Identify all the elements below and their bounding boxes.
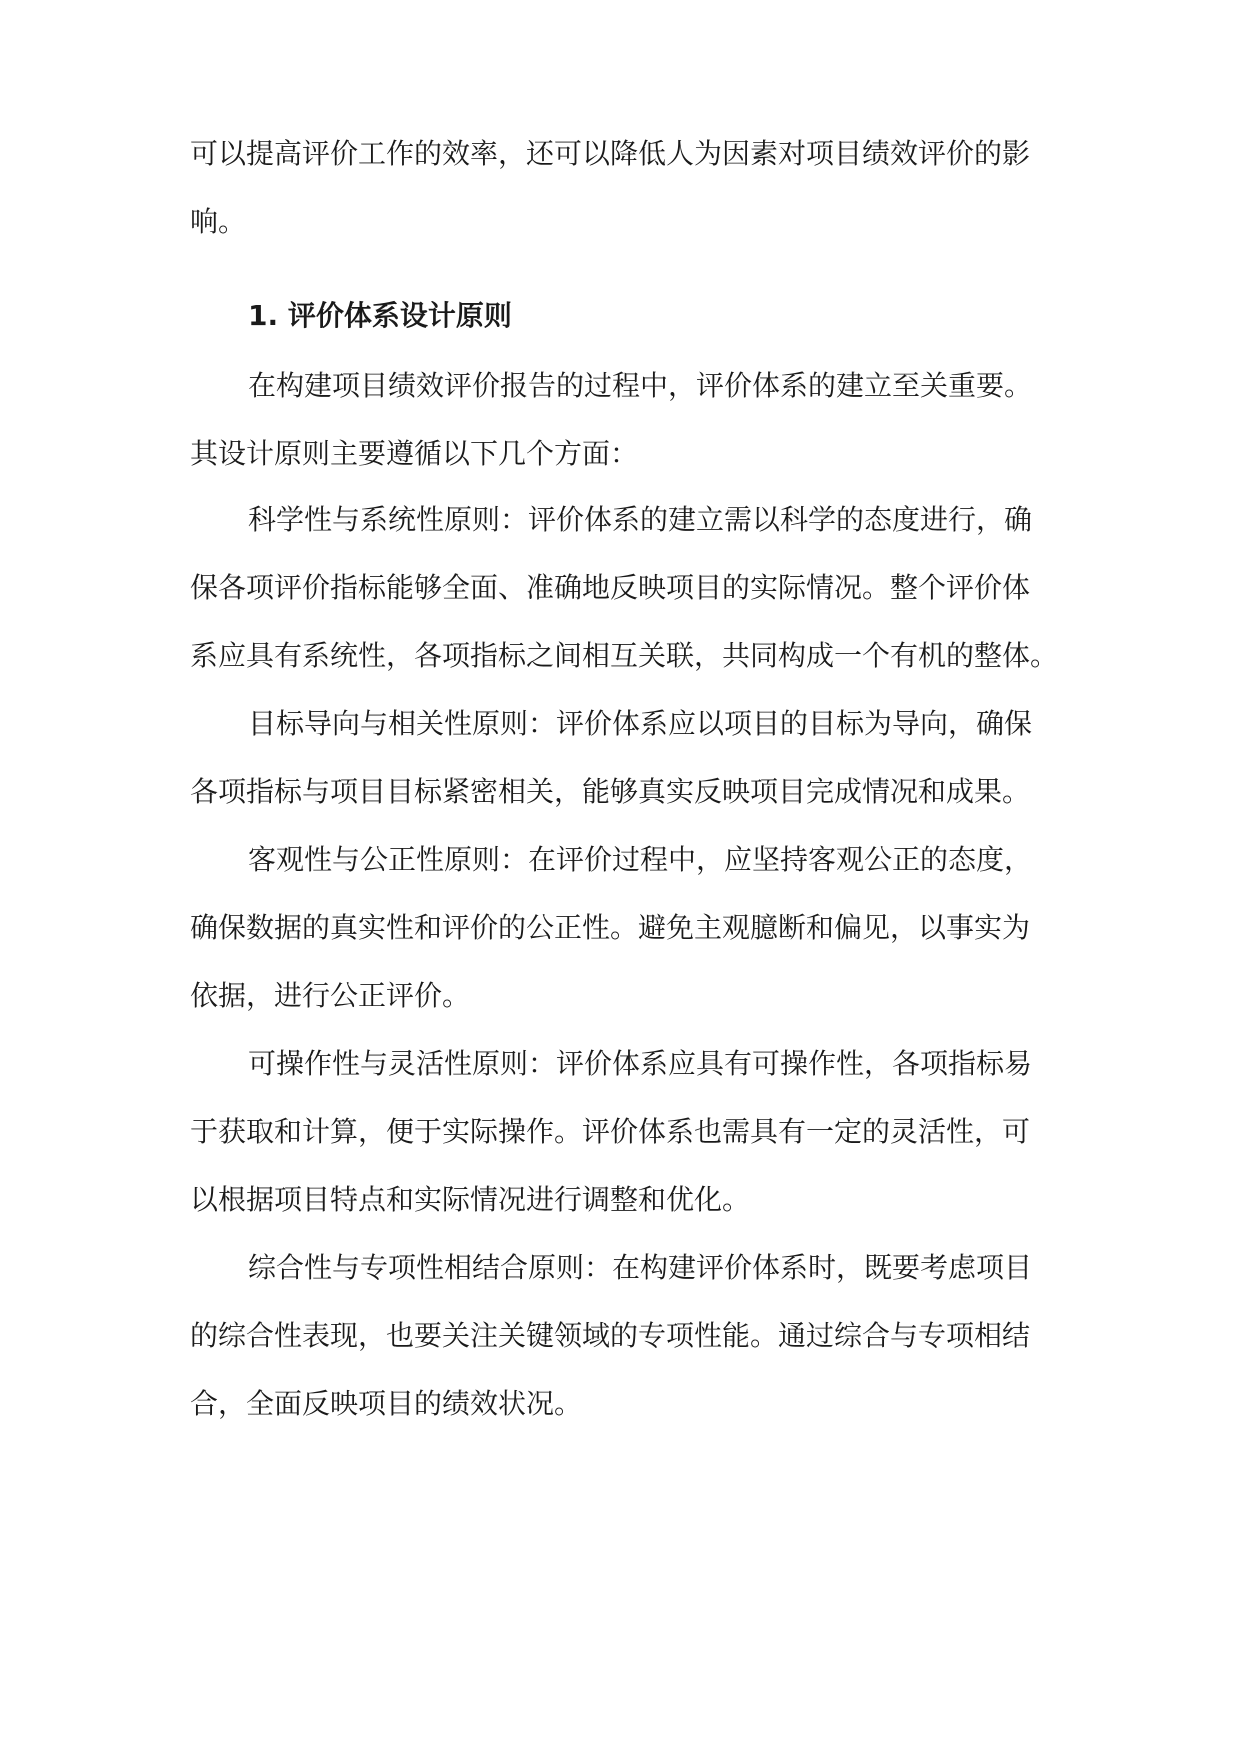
paragraph-5-line-1: 可操作性与灵活性原则：评价体系应具有可操作性，各项指标易: [248, 1047, 1033, 1080]
paragraph-4-line-3: 依据，进行公正评价。: [190, 979, 471, 1012]
paragraph-1-line-1: 在构建项目绩效评价报告的过程中，评价体系的建立至关重要。: [248, 369, 1033, 402]
section-heading: 1. 评价体系设计原则: [248, 299, 512, 332]
paragraph-2-line-3: 系应具有系统性，各项指标之间相互关联，共同构成一个有机的整体。: [190, 639, 1059, 672]
paragraph-3-line-1: 目标导向与相关性原则：评价体系应以项目的目标为导向，确保: [248, 707, 1033, 740]
paragraph-5-line-2: 于获取和计算，便于实际操作。评价体系也需具有一定的灵活性，可: [190, 1115, 1031, 1148]
paragraph-6-line-1: 综合性与专项性相结合原则：在构建评价体系时，既要考虑项目: [248, 1251, 1033, 1284]
paragraph-4-line-2: 确保数据的真实性和评价的公正性。避免主观臆断和偏见，以事实为: [190, 911, 1031, 944]
paragraph-6-line-3: 合，全面反映项目的绩效状况。: [190, 1387, 583, 1420]
paragraph-5-line-3: 以根据项目特点和实际情况进行调整和优化。: [190, 1183, 751, 1216]
paragraph-2-line-2: 保各项评价指标能够全面、准确地反映项目的实际情况。整个评价体: [190, 571, 1031, 604]
paragraph-1-line-2: 其设计原则主要遵循以下几个方面：: [190, 437, 639, 470]
intro-line-1: 可以提高评价工作的效率，还可以降低人为因素对项目绩效评价的影: [190, 137, 1031, 170]
intro-line-2: 响。: [190, 205, 247, 238]
paragraph-4-line-1: 客观性与公正性原则：在评价过程中，应坚持客观公正的态度，: [248, 843, 1033, 876]
paragraph-2-line-1: 科学性与系统性原则：评价体系的建立需以科学的态度进行，确: [248, 503, 1033, 536]
paragraph-6-line-2: 的综合性表现，也要关注关键领域的专项性能。通过综合与专项相结: [190, 1319, 1031, 1352]
paragraph-3-line-2: 各项指标与项目目标紧密相关，能够真实反映项目完成情况和成果。: [190, 775, 1031, 808]
